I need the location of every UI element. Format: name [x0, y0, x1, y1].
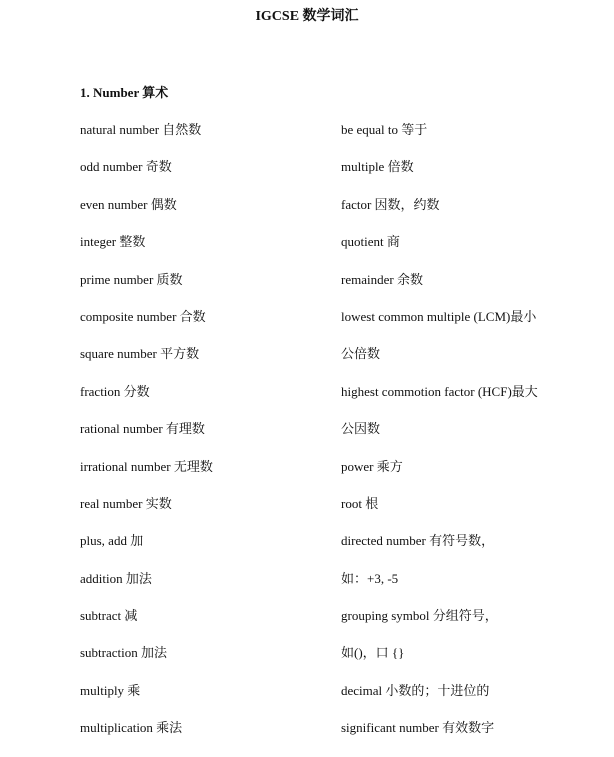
vocab-entry: subtraction 加法 — [80, 645, 168, 661]
vocab-entry: decimal 小数的；十进位的 — [341, 682, 490, 698]
vocab-entry: odd number 奇数 — [80, 159, 172, 175]
vocab-entry: 公因数 — [341, 421, 381, 437]
vocab-entry: fraction 分数 — [80, 383, 150, 399]
vocab-entry: natural number 自然数 — [80, 122, 202, 137]
vocab-entry: multiply 乘 — [80, 682, 141, 698]
vocab-entry: directed number 有符号数， — [341, 533, 495, 549]
vocab-entry: real number 实数 — [80, 495, 172, 511]
vocab-entry: addition 加法 — [80, 570, 152, 586]
vocab-entry: root 根 — [341, 495, 379, 511]
section-heading: 1. Number 算术 — [80, 85, 169, 100]
vocab-entry: even number 偶数 — [80, 196, 177, 212]
vocab-entry: 如：+3, -5 — [341, 570, 399, 586]
vocab-entry: multiple 倍数 — [341, 159, 414, 175]
vocab-entry: 如()，口 {} — [341, 645, 405, 661]
vocab-entry: grouping symbol 分组符号， — [341, 608, 498, 624]
vocab-entry: plus, add 加 — [80, 533, 144, 549]
vocab-entry: multiplication 乘法 — [80, 720, 183, 736]
vocab-entry: factor 因数，约数 — [341, 196, 440, 212]
vocab-entry: lowest common multiple (LCM)最小 — [341, 308, 537, 324]
vocab-entry: square number 平方数 — [80, 346, 200, 362]
vocab-entry: irrational number 无理数 — [80, 458, 213, 474]
vocab-entry: 公倍数 — [341, 346, 381, 362]
vocab-entry: power 乘方 — [341, 458, 403, 474]
vocab-entry: highest commotion factor (HCF)最大 — [341, 383, 538, 399]
vocab-entry: rational number 有理数 — [80, 421, 205, 437]
vocab-entry: subtract 减 — [80, 608, 138, 624]
vocab-entry: integer 整数 — [80, 234, 146, 250]
document-title: IGCSE 数学词汇 — [255, 9, 359, 24]
vocab-entry: remainder 余数 — [341, 271, 423, 287]
vocab-entry: prime number 质数 — [80, 271, 183, 287]
vocab-entry: composite number 合数 — [80, 308, 206, 324]
vocab-entry: significant number 有效数字 — [341, 720, 495, 736]
left-vocabulary-column — [80, 121, 335, 757]
vocab-entry: be equal to 等于 — [341, 122, 428, 137]
right-vocabulary-column — [341, 121, 603, 757]
vocab-entry: quotient 商 — [341, 234, 400, 250]
